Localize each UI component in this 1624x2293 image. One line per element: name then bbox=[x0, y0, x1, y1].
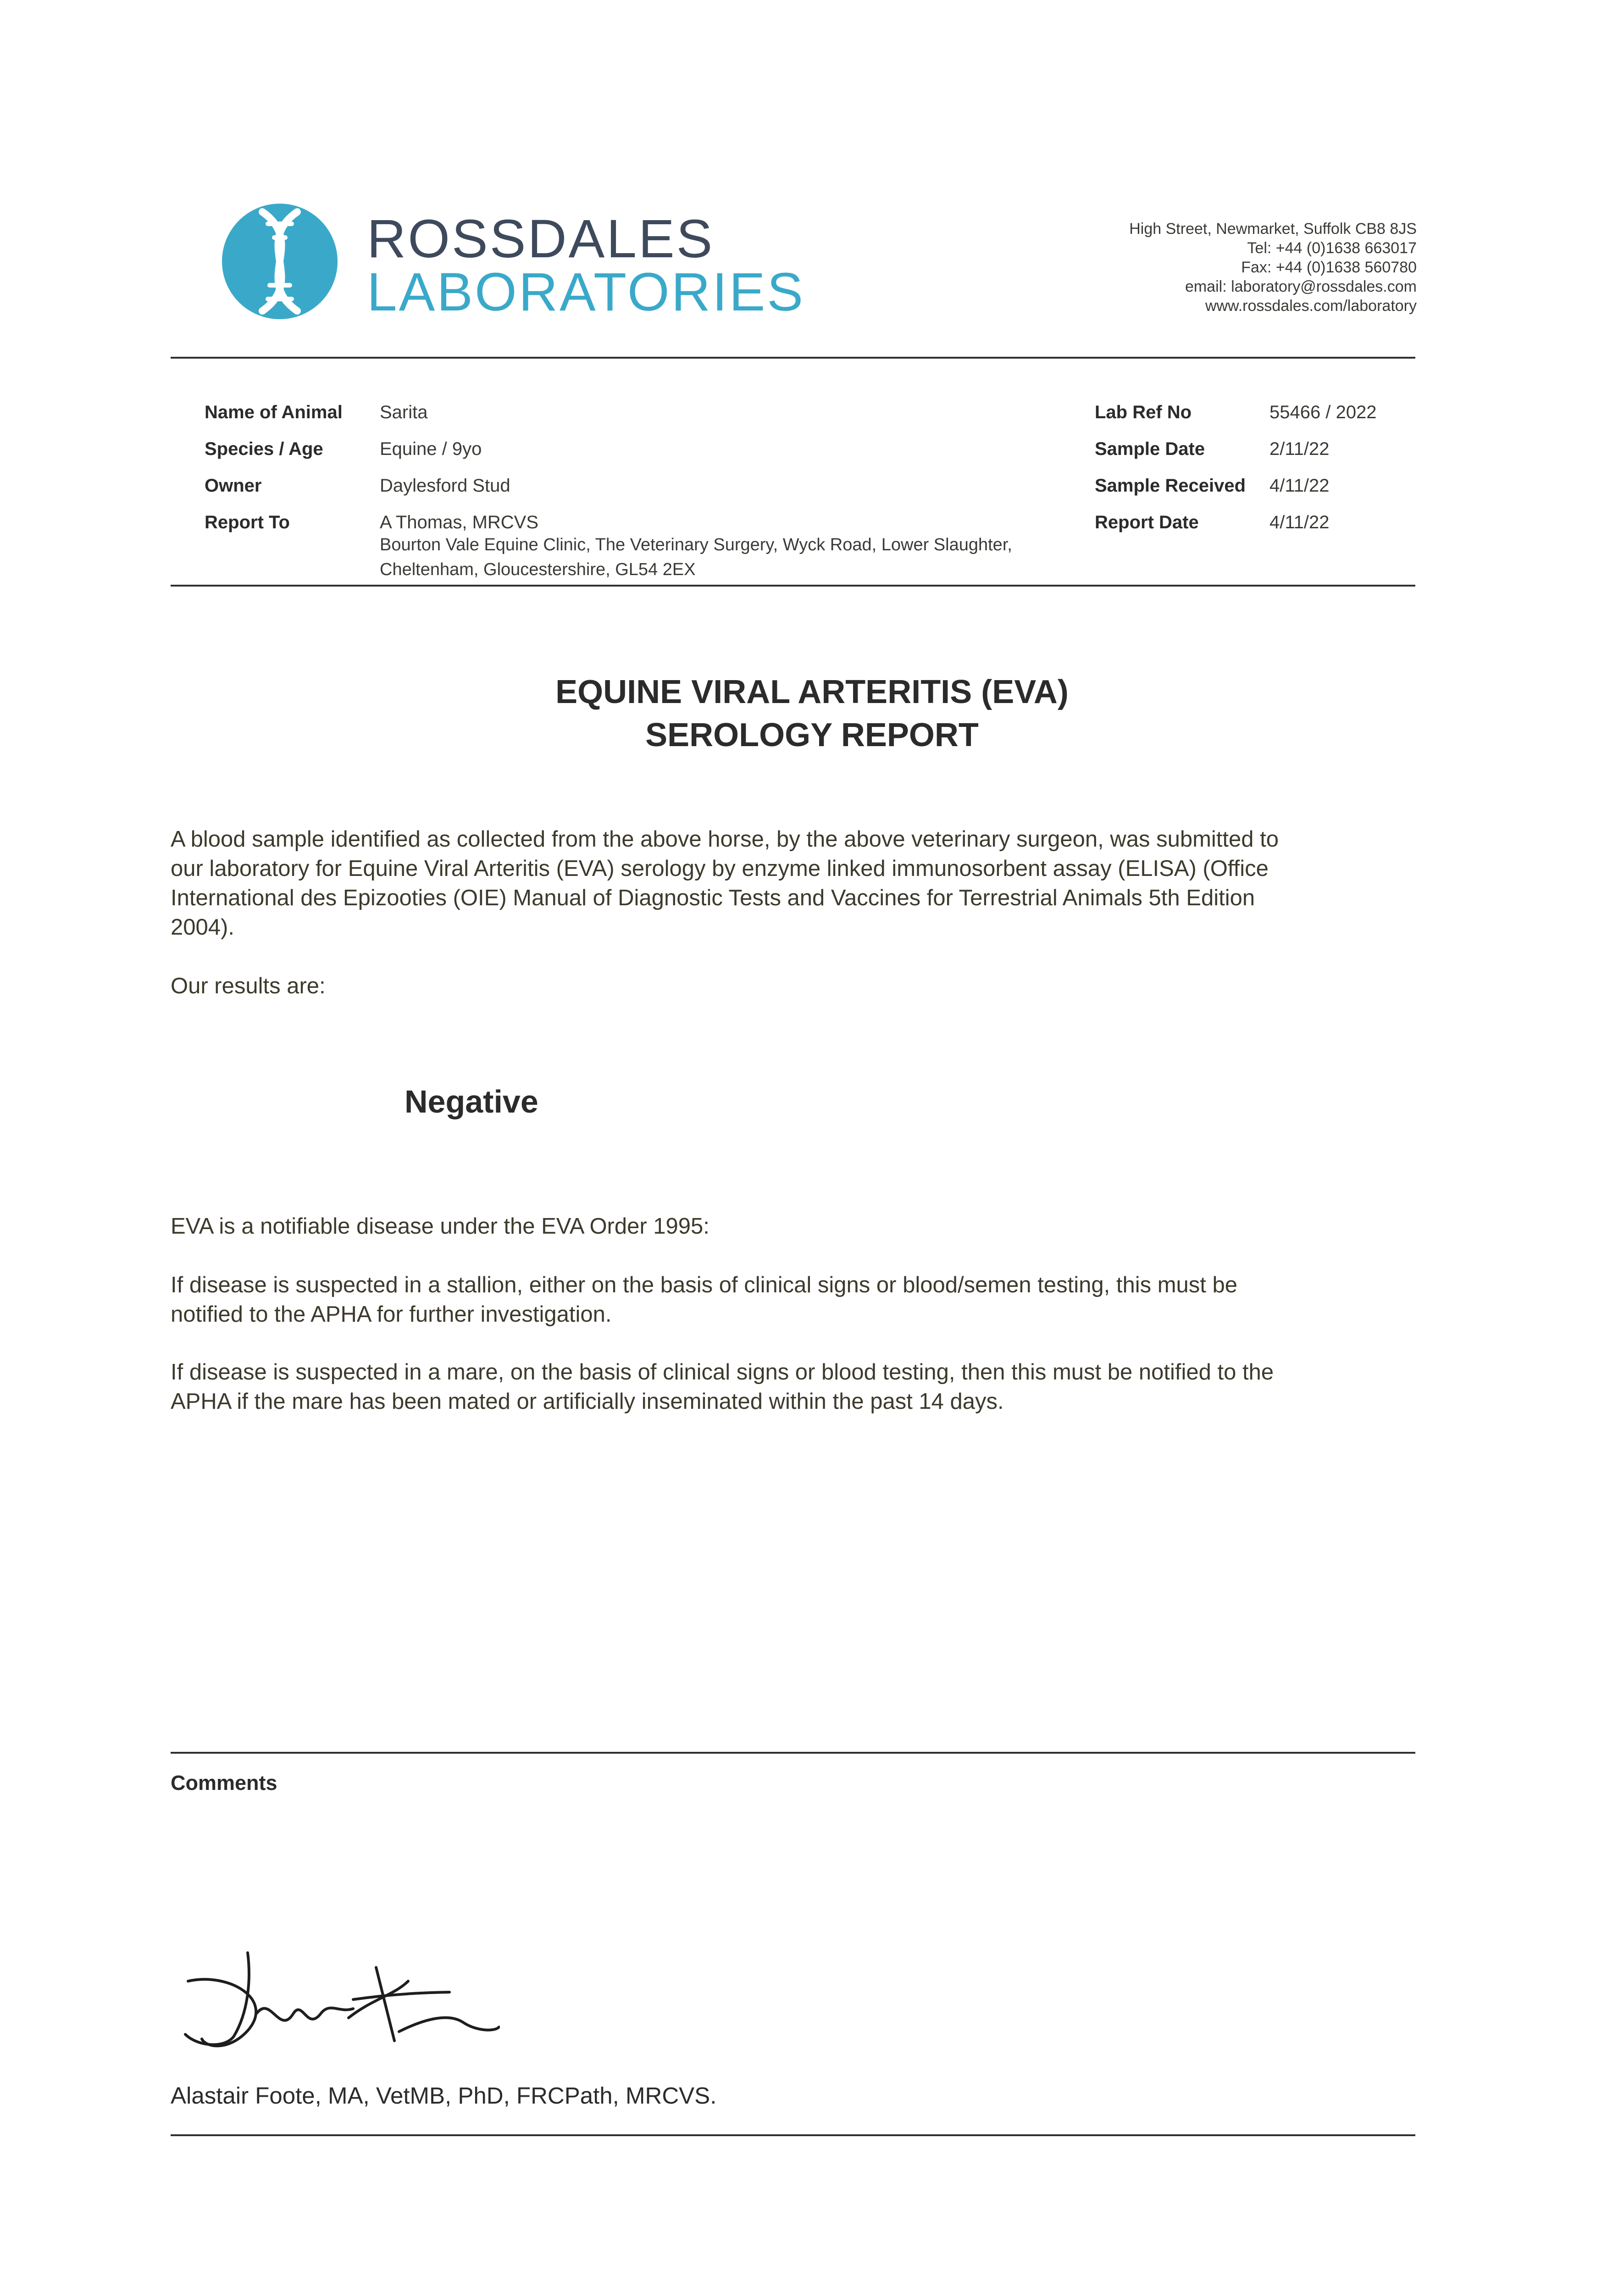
details-divider bbox=[171, 585, 1415, 587]
comments-label: Comments bbox=[171, 1771, 277, 1795]
report-date-value: 4/11/22 bbox=[1269, 512, 1330, 532]
footer-divider bbox=[171, 2134, 1415, 2136]
animal-name-value: Sarita bbox=[380, 402, 428, 422]
intro-line: A blood sample identified as collected from the above horse, by the above veterinary surgeon, was submitted to bbox=[171, 827, 1279, 852]
mare-line: APHA if the mare has been mated or artificially inseminated within the past 14 days. bbox=[171, 1389, 1004, 1414]
results-lead-text: Our results are: bbox=[171, 974, 326, 998]
lab-address bbox=[1129, 219, 1417, 316]
lab-ref-label: Lab Ref No bbox=[1095, 402, 1192, 422]
report-to-label: Report To bbox=[205, 512, 290, 532]
report-to-address-line-1: Bourton Vale Equine Clinic, The Veterinary Surgery, Wyck Road, Lower Slaughter, bbox=[380, 535, 1012, 554]
species-age-value: Equine / 9yo bbox=[380, 439, 482, 459]
sample-received-value: 4/11/22 bbox=[1269, 476, 1330, 496]
mare-paragraph bbox=[171, 1357, 1415, 1416]
owner-label: Owner bbox=[205, 476, 262, 496]
notifiable-statement: EVA is a notifiable disease under the EVA Order 1995: bbox=[171, 1214, 709, 1239]
species-age-label: Species / Age bbox=[205, 439, 323, 459]
address-street: High Street, Newmarket, Suffolk CB8 8JS bbox=[1129, 220, 1417, 238]
sample-received-label: Sample Received bbox=[1095, 476, 1246, 496]
brand-name-line-1: ROSSDALES bbox=[367, 209, 715, 269]
address-website: www.rossdales.com/laboratory bbox=[1205, 297, 1417, 315]
signatory-name: Alastair Foote, MA, VetMB, PhD, FRCPath, MRCVS. bbox=[171, 2083, 717, 2109]
report-subtitle: SEROLOGY REPORT bbox=[645, 717, 979, 753]
sample-date-value: 2/11/22 bbox=[1269, 439, 1330, 459]
intro-line: 2004). bbox=[171, 915, 234, 940]
intro-paragraph bbox=[171, 825, 1415, 942]
stallion-paragraph bbox=[171, 1270, 1415, 1329]
sample-date-label: Sample Date bbox=[1095, 439, 1205, 459]
header-divider bbox=[171, 357, 1415, 359]
stallion-line: notified to the APHA for further investigation. bbox=[171, 1302, 612, 1327]
report-date-label: Report Date bbox=[1095, 512, 1199, 532]
report-to-name: A Thomas, MRCVS bbox=[380, 512, 539, 532]
intro-line: International des Epizooties (OIE) Manual of Diagnostic Tests and Vaccines for Terrestrial Animals 5th Edition bbox=[171, 886, 1255, 910]
brand-name-line-2: LABORATORIES bbox=[367, 262, 805, 322]
owner-value: Daylesford Stud bbox=[380, 476, 510, 496]
animal-name-label: Name of Animal bbox=[205, 402, 343, 422]
comments-divider bbox=[171, 1752, 1415, 1754]
lab-ref-value: 55466 / 2022 bbox=[1269, 402, 1377, 422]
intro-line: our laboratory for Equine Viral Arteritis (EVA) serology by enzyme linked immunosorbent assay (ELISA) (Office bbox=[171, 856, 1269, 881]
report-title: EQUINE VIRAL ARTERITIS (EVA) bbox=[555, 674, 1069, 710]
report-to-address-line-2: Cheltenham, Gloucestershire, GL54 2EX bbox=[380, 560, 696, 579]
address-email: email: laboratory@rossdales.com bbox=[1185, 278, 1417, 295]
stallion-line: If disease is suspected in a stallion, either on the basis of clinical signs or blood/semen testing, this must be bbox=[171, 1273, 1238, 1297]
test-result: Negative bbox=[405, 1084, 538, 1119]
address-tel: Tel: +44 (0)1638 663017 bbox=[1247, 239, 1417, 257]
mare-line: If disease is suspected in a mare, on the basis of clinical signs or blood testing, then this must be notified to the bbox=[171, 1360, 1274, 1385]
handwritten-signature bbox=[179, 1944, 500, 2055]
address-fax: Fax: +44 (0)1638 560780 bbox=[1241, 259, 1417, 276]
dna-helix-icon bbox=[220, 202, 339, 321]
